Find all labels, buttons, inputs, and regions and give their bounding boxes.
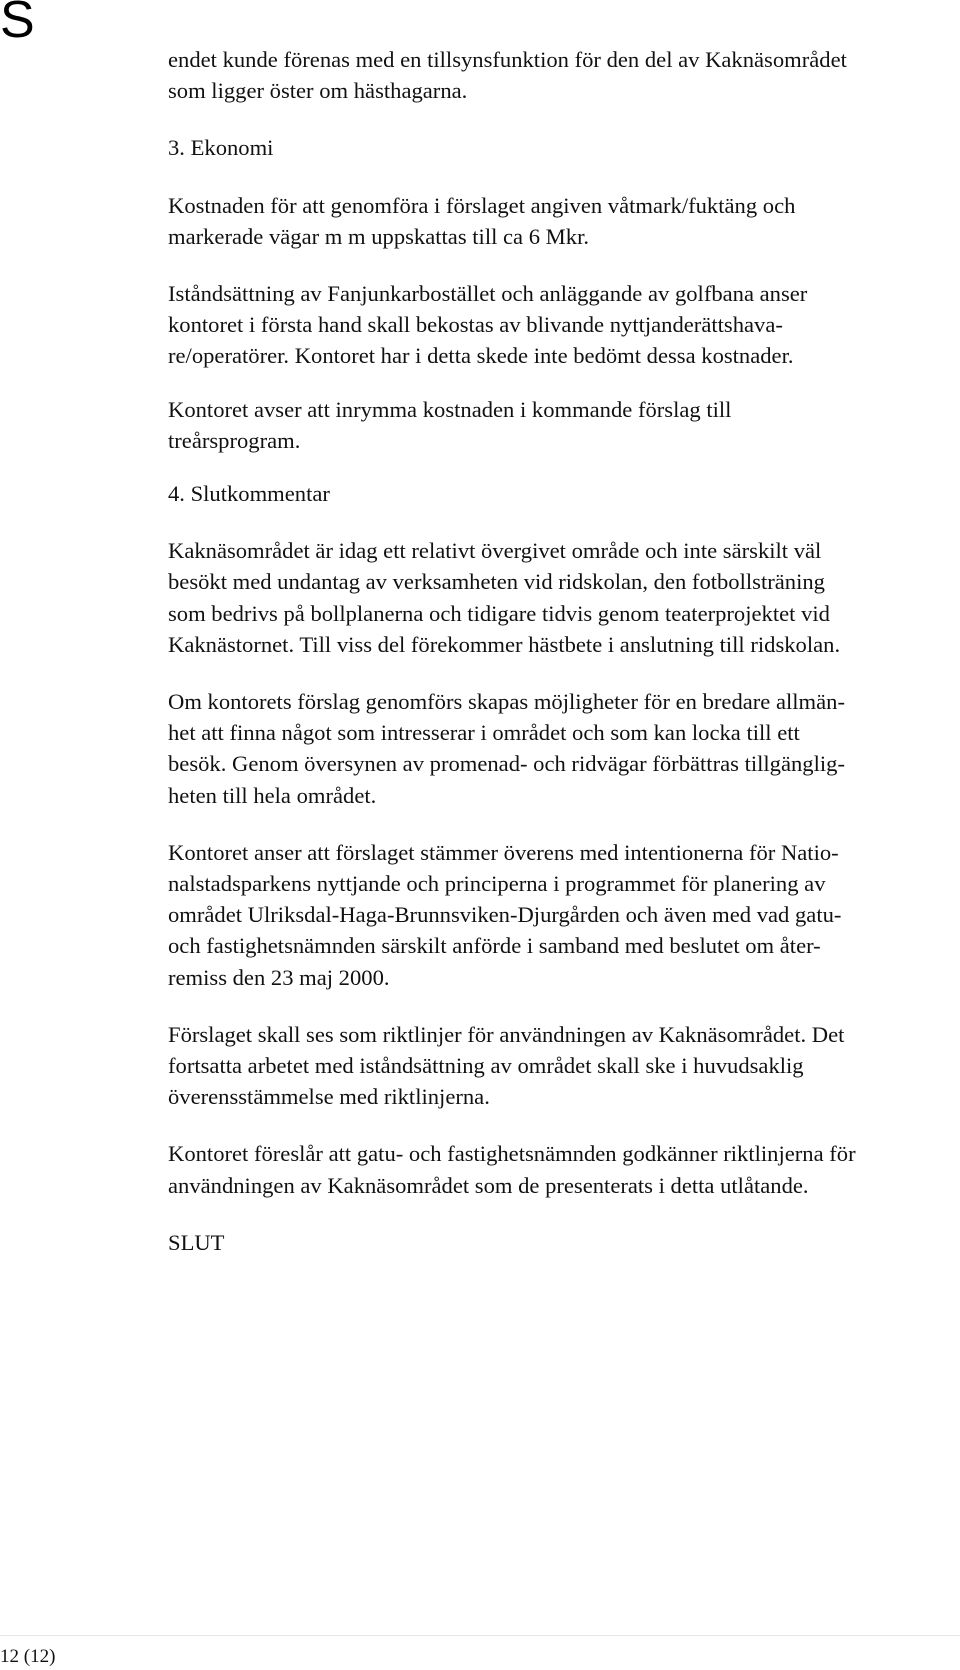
footer-divider <box>0 1635 960 1636</box>
text-line: re/operatörer. Kontoret har i detta skede inte bedömt dessa kostnader. <box>168 343 794 369</box>
text-line: Kontoret anser att förslaget stämmer överens med intentionerna för Natio- <box>168 839 839 865</box>
paragraph-surveillance <box>168 44 920 106</box>
text-line: markerade vägar m m uppskattas till ca 6 Mkr. <box>168 223 589 249</box>
text-line: treårsprogram. <box>168 427 301 453</box>
text-line: SLUT <box>168 1229 225 1255</box>
text-line: och fastighetsnämnden särskilt anförde i samband med beslutet om åter- <box>168 933 821 959</box>
paragraph-cost <box>168 190 920 252</box>
text-line: som ligger öster om hästhagarna. <box>168 78 468 104</box>
text-line: nalstadsparkens nyttjande och principerna i programmet för planering av <box>168 871 826 897</box>
text-line: Kontoret föreslår att gatu- och fastighetsnämnden godkänner riktlinjerna för <box>168 1141 856 1167</box>
text-line: överensstämmelse med riktlinjerna. <box>168 1084 490 1110</box>
text-line: besök. Genom översynen av promenad- och ridvägar förbättras tillgänglig- <box>168 751 845 777</box>
text-line: remiss den 23 maj 2000. <box>168 964 390 990</box>
text-line: Iståndsättning av Fanjunkarbostället och anläggande av golfbana anser <box>168 281 808 307</box>
text-line: Kontoret avser att inrymma kostnaden i kommande förslag till <box>168 396 732 422</box>
text-line: Kaknäsområdet är idag ett relativt övergivet område och inte särskilt väl <box>168 538 822 564</box>
paragraph-guidelines <box>168 1019 920 1113</box>
text-line: besökt med undantag av verksamheten vid ridskolan, den fotbollsträning <box>168 569 825 595</box>
closing-word <box>168 1227 920 1258</box>
text-line: kontoret i första hand skall bekostas av blivande nyttjanderättshava- <box>168 312 783 338</box>
text-line: 4. Slutkommentar <box>168 481 330 507</box>
text-line: användningen av Kaknäsområdet som de presenterats i detta utlåtande. <box>168 1172 809 1198</box>
text-line: heten till hela området. <box>168 782 377 808</box>
text-line: Om kontorets förslag genomförs skapas möjligheter för en bredare allmän- <box>168 689 845 715</box>
section-heading-final-comment <box>168 478 920 509</box>
text-line: fortsatta arbetet med iståndsättning av området skall ske i huvudsaklig <box>168 1053 804 1079</box>
paragraph-national-park <box>168 837 920 993</box>
text-line: området Ulriksdal-Haga-Brunnsviken-Djurgården och även med vad gatu- <box>168 902 842 928</box>
section-heading-economy <box>168 132 920 163</box>
paragraph-opportunities <box>168 686 920 811</box>
paragraph-proposal <box>168 1138 920 1200</box>
paragraph-area-usage <box>168 535 920 660</box>
text-line: Kostnaden för att genomföra i förslaget angiven våtmark/fuktäng och <box>168 192 796 218</box>
page-number: 12 (12) <box>0 1646 56 1667</box>
document-body <box>168 44 920 1258</box>
text-line: endet kunde förenas med en tillsynsfunktion för den del av Kaknäsområdet <box>168 47 847 72</box>
text-line: 3. Ekonomi <box>168 135 274 161</box>
text-line: het att finna något som intresserar i området och som kan locka till ett <box>168 720 800 746</box>
paragraph-restoration <box>168 278 920 372</box>
text-line: Förslaget skall ses som riktlinjer för användningen av Kaknäsområdet. Det <box>168 1021 845 1047</box>
text-line: Kaknästornet. Till viss del förekommer hästbete i anslutning till ridskolan. <box>168 631 841 657</box>
corner-letter: S <box>0 0 35 49</box>
text-line: som bedrivs på bollplanerna och tidigare tidvis genom teaterprojektet vid <box>168 600 830 626</box>
paragraph-three-year-program <box>168 394 920 456</box>
